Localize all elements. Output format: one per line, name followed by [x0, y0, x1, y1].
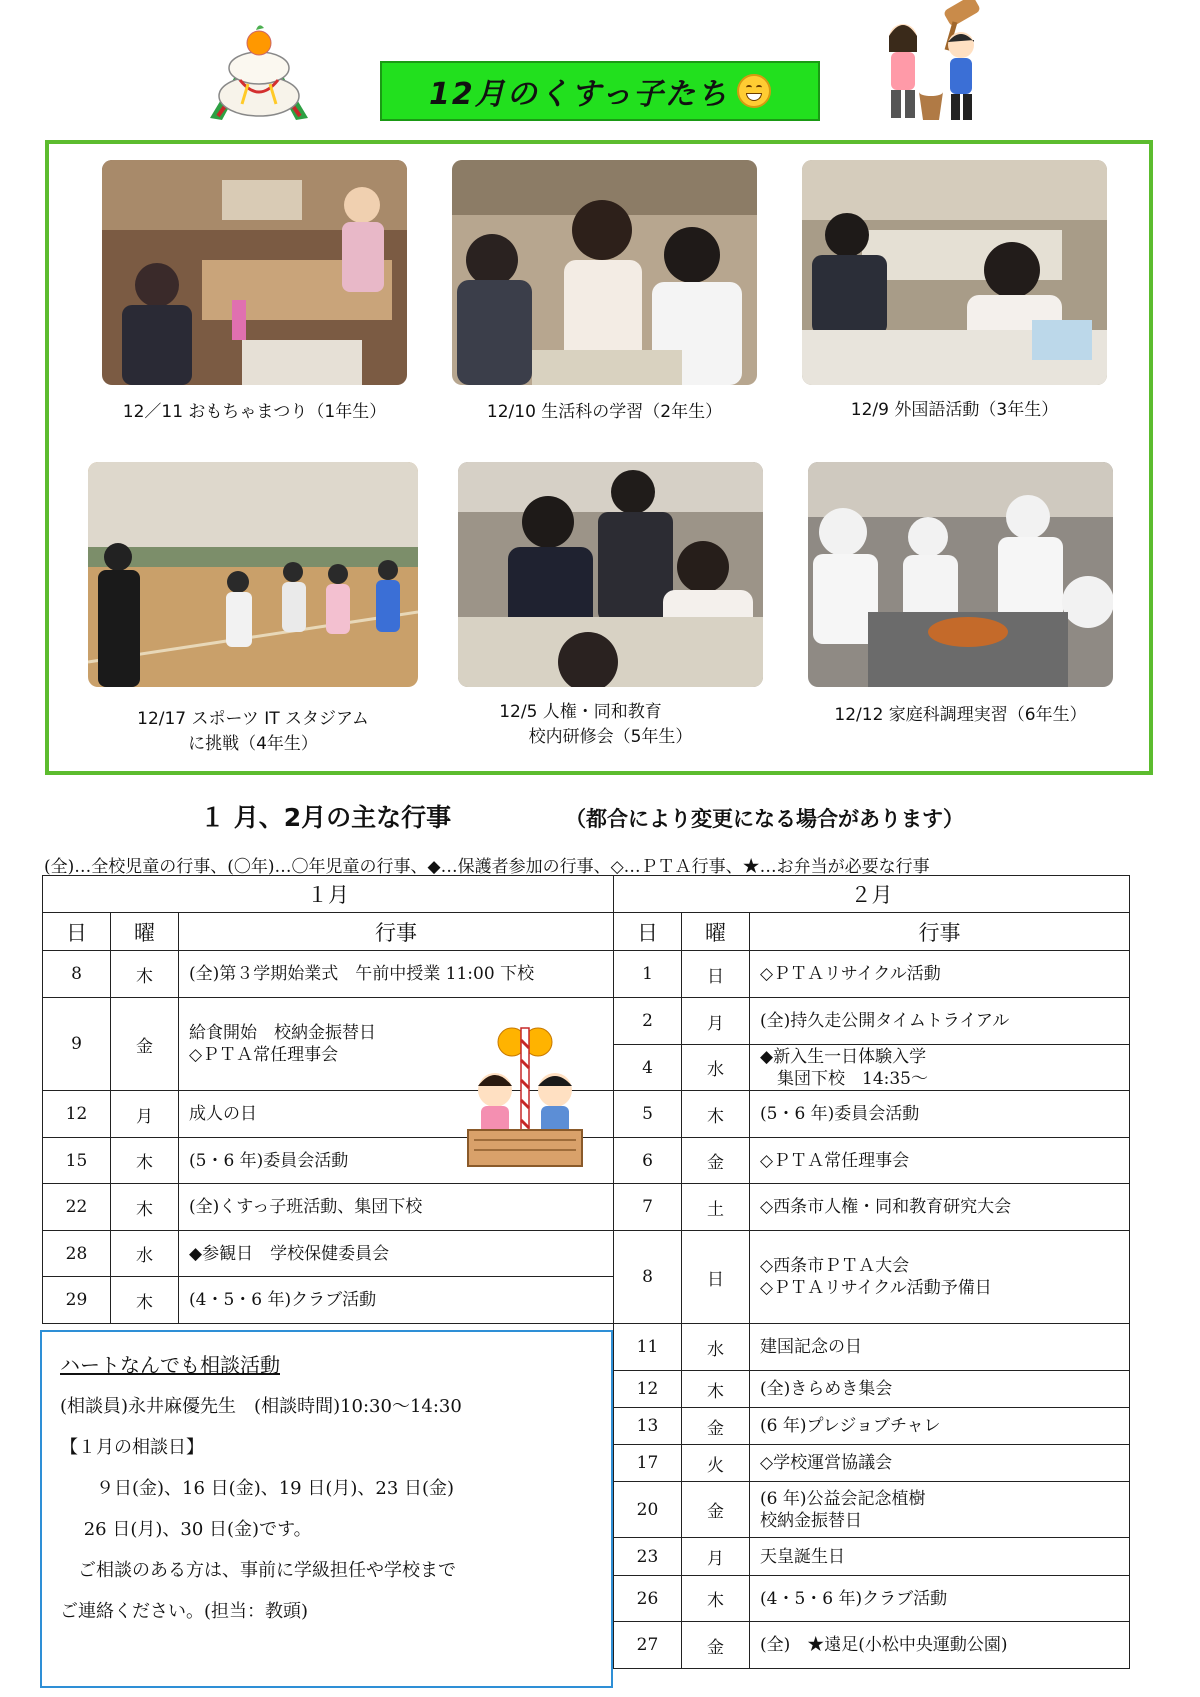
- newsletter-title: 12月のくすっ子たち: [429, 77, 729, 112]
- table-row: 17 火 ◇学校運営協議会: [614, 1445, 1130, 1482]
- table-row: 2 月 (全)持久走公開タイムトライアル: [614, 998, 1130, 1045]
- table-row: 6 金 ◇ＰＴＡ常任理事会: [614, 1138, 1130, 1184]
- photo-caption-cooking: 12/12 家庭科調理実習（6年生）: [834, 705, 1087, 725]
- consultation-days-heading: 【１月の相談日】: [60, 1437, 204, 1458]
- col-header-weekday: 曜: [111, 913, 179, 951]
- table-row: 5 木 (5・6 年)委員会活動: [614, 1091, 1130, 1138]
- table-row: 28 水 ◆参観日 学校保健委員会: [43, 1231, 614, 1277]
- table-row: 11 水 建国記念の日: [614, 1324, 1130, 1371]
- photo-foreign-language: [802, 160, 1107, 385]
- consultation-instructions-2: ご連絡ください。(担当：教頭): [60, 1601, 309, 1622]
- table-row: 23 月 天皇誕生日: [614, 1538, 1130, 1576]
- photo-sports-it-stadium: [88, 462, 418, 687]
- mochi-pounding-illustration: [875, 0, 995, 125]
- table-row: 8 木 (全)第３学期始業式 午前中授業 11:00 下校: [43, 951, 614, 998]
- table-row: 29 木 (4・5・6 年)クラブ活動: [43, 1277, 614, 1324]
- table-row: 26 木 (4・5・6 年)クラブ活動: [614, 1576, 1130, 1622]
- january-header: １月: [43, 876, 614, 913]
- schedule-title: １ 月、2月の主な行事: [200, 803, 452, 832]
- col-header-day: 日: [43, 913, 111, 951]
- smiley-face-icon: [737, 74, 771, 108]
- table-row: 1 日 ◇ＰＴＡリサイクル活動: [614, 951, 1130, 998]
- col-header-event: 行事: [750, 913, 1130, 951]
- photo-home-economics-cooking: [808, 462, 1113, 687]
- consultation-days-line-2: 26 日(月)、30 日(金)です。: [60, 1519, 312, 1540]
- col-header-weekday: 曜: [682, 913, 750, 951]
- february-schedule-table: [613, 875, 1130, 1669]
- photo-life-studies: [452, 160, 757, 385]
- table-row: 13 金 (6 年)プレジョブチャレ: [614, 1408, 1130, 1445]
- february-header: ２月: [614, 876, 1130, 913]
- table-row: 9 金 給食開始 校納金振替日 ◇ＰＴＡ常任理事会: [43, 998, 614, 1091]
- table-row: 15 木 (5・6 年)委員会活動: [43, 1138, 614, 1184]
- consultation-instructions-1: ご相談のある方は、事前に学級担任や学校まで: [60, 1560, 456, 1581]
- photo-caption-human-rights: 12/5 人権・同和教育 校内研修会（5年生）: [499, 702, 693, 747]
- col-header-event: 行事: [179, 913, 614, 951]
- table-row: 22 木 (全)くすっ子班活動、集団下校: [43, 1184, 614, 1231]
- consultation-days-line-1: ９日(金)、16 日(金)、19 日(月)、23 日(金): [60, 1478, 455, 1499]
- schedule-legend: (全)…全校児童の行事、(〇年)…〇年児童の行事、◆…保護者参加の行事、◇…ＰＴＡ行事、★…お弁当が必要な行事: [44, 857, 930, 877]
- photo-caption-life-studies: 12/10 生活科の学習（2年生）: [486, 402, 723, 422]
- schedule-change-note: （都合により変更になる場合があります）: [565, 807, 964, 831]
- consultation-staff-hours: (相談員)永井麻優先生 (相談時間)10:30～14:30: [60, 1396, 462, 1417]
- photo-caption-foreign-language: 12/9 外国語活動（3年生）: [850, 400, 1059, 420]
- photo-toy-festival: [102, 160, 407, 385]
- table-row: 20 金 (6 年)公益会記念植樹 校納金振替日: [614, 1482, 1130, 1538]
- col-header-day: 日: [614, 913, 682, 951]
- table-row: 8 日 ◇西条市ＰＴＡ大会 ◇ＰＴＡリサイクル活動予備日: [614, 1231, 1130, 1324]
- table-row: 4 水 ◆新入生一日体験入学 集団下校 14:35～: [614, 1045, 1130, 1091]
- table-row: 12 木 (全)きらめき集会: [614, 1371, 1130, 1408]
- photo-caption-sports-it: 12/17 スポーツ IT スタジアム に挑戦（4年生）: [137, 709, 369, 754]
- table-row: 12 月 成人の日: [43, 1091, 614, 1138]
- photo-caption-toy-festival: 12／11 おもちゃまつり（1年生）: [122, 402, 387, 422]
- consultation-notice-box: [40, 1330, 613, 1688]
- kagami-mochi-illustration: [200, 8, 318, 126]
- newsletter-title-banner: [380, 61, 820, 121]
- table-row: 27 金 (全) ★遠足(小松中央運動公園): [614, 1622, 1130, 1669]
- photo-human-rights-training: [458, 462, 763, 687]
- consultation-title: ハートなんでも相談活動: [60, 1353, 280, 1377]
- new-year-kids-illustration: [460, 1020, 590, 1170]
- table-row: 7 土 ◇西条市人権・同和教育研究大会: [614, 1184, 1130, 1231]
